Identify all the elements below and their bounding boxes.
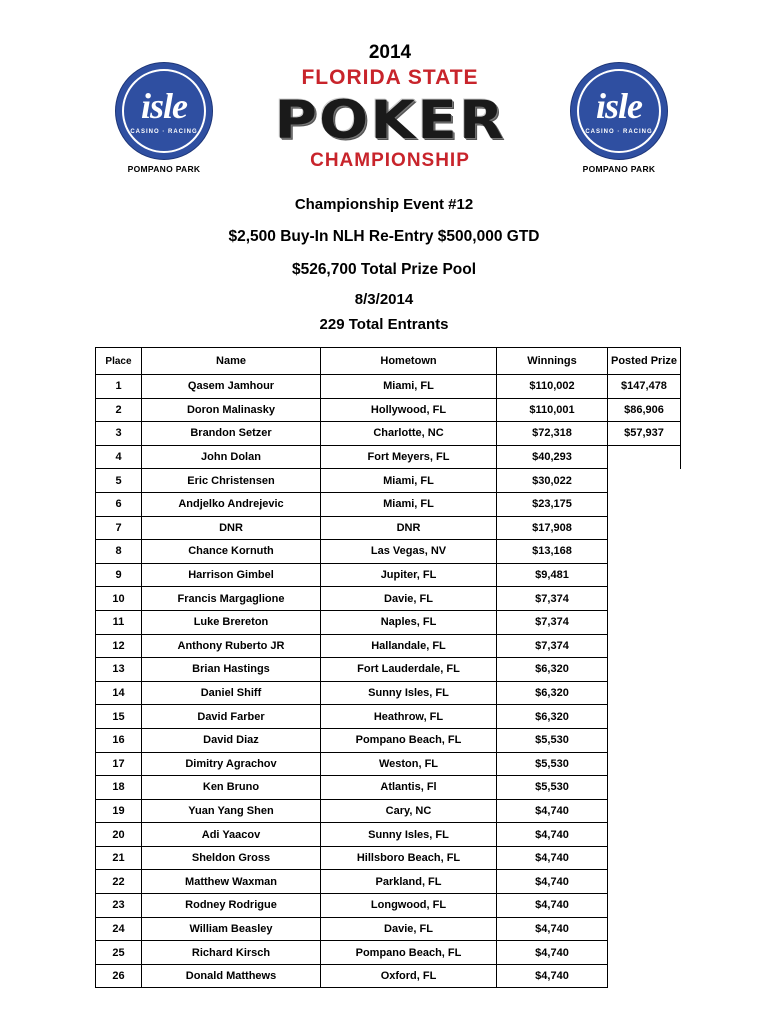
cell-posted-prize [608, 634, 681, 658]
table-row [96, 422, 681, 446]
isle-logo-left [115, 62, 213, 174]
cell-winnings: $5,530 [497, 776, 608, 800]
logo-brand-text: isle [596, 86, 642, 126]
cell-hometown: Oxford, FL [321, 964, 497, 988]
cell-winnings: $4,740 [497, 917, 608, 941]
cell-posted-prize [608, 846, 681, 870]
cell-hometown: Cary, NC [321, 799, 497, 823]
cell-winnings: $4,740 [497, 823, 608, 847]
cell-winnings: $7,374 [497, 610, 608, 634]
table-row [96, 375, 681, 399]
cell-posted-prize [608, 752, 681, 776]
cell-hometown: Naples, FL [321, 610, 497, 634]
cell-name: Ken Bruno [142, 776, 321, 800]
cell-place: 11 [96, 610, 142, 634]
title-championship: CHAMPIONSHIP [310, 150, 470, 171]
header-winnings: Winnings [497, 348, 608, 375]
cell-name: Harrison Gimbel [142, 563, 321, 587]
cell-posted-prize [608, 587, 681, 611]
cell-winnings: $17,908 [497, 516, 608, 540]
cell-hometown: Fort Meyers, FL [321, 445, 497, 469]
table-row [96, 894, 681, 918]
header-name: Name [142, 348, 321, 375]
cell-hometown: Jupiter, FL [321, 563, 497, 587]
cell-place: 5 [96, 469, 142, 493]
table-row [96, 728, 681, 752]
cell-name: David Diaz [142, 728, 321, 752]
cell-name: Luke Brereton [142, 610, 321, 634]
table-row [96, 469, 681, 493]
cell-place: 19 [96, 799, 142, 823]
cell-place: 21 [96, 846, 142, 870]
cell-winnings: $9,481 [497, 563, 608, 587]
cell-winnings: $23,175 [497, 492, 608, 516]
cell-hometown: Weston, FL [321, 752, 497, 776]
table-row [96, 681, 681, 705]
cell-place: 20 [96, 823, 142, 847]
cell-winnings: $6,320 [497, 658, 608, 682]
cell-place: 16 [96, 728, 142, 752]
event-date: 8/3/2014 [354, 291, 414, 308]
cell-hometown: Parkland, FL [321, 870, 497, 894]
cell-winnings: $5,530 [497, 752, 608, 776]
cell-winnings: $72,318 [497, 422, 608, 446]
cell-winnings: $5,530 [497, 728, 608, 752]
cell-winnings: $7,374 [497, 634, 608, 658]
cell-name: Francis Margaglione [142, 587, 321, 611]
cell-hometown: Miami, FL [321, 469, 497, 493]
table-row [96, 563, 681, 587]
cell-place: 7 [96, 516, 142, 540]
table-row [96, 610, 681, 634]
cell-posted-prize [608, 469, 681, 493]
header-hometown: Hometown [321, 348, 497, 375]
cell-name: Brandon Setzer [142, 422, 321, 446]
cell-hometown: Heathrow, FL [321, 705, 497, 729]
cell-place: 2 [96, 398, 142, 422]
cell-place: 17 [96, 752, 142, 776]
cell-name: Doron Malinasky [142, 398, 321, 422]
cell-name: Anthony Ruberto JR [142, 634, 321, 658]
cell-winnings: $4,740 [497, 964, 608, 988]
logo-caption: POMPANO PARK [127, 164, 201, 174]
cell-posted-prize [608, 894, 681, 918]
cell-hometown: Longwood, FL [321, 894, 497, 918]
cell-posted-prize: $86,906 [608, 398, 681, 422]
cell-posted-prize [608, 917, 681, 941]
cell-hometown: Atlantis, Fl [321, 776, 497, 800]
cell-place: 3 [96, 422, 142, 446]
cell-winnings: $6,320 [497, 681, 608, 705]
cell-hometown: Sunny Isles, FL [321, 681, 497, 705]
logo-caption: POMPANO PARK [582, 164, 656, 174]
cell-place: 6 [96, 492, 142, 516]
cell-hometown: Pompano Beach, FL [321, 728, 497, 752]
cell-posted-prize [608, 516, 681, 540]
isle-logo-right [570, 62, 668, 174]
cell-place: 13 [96, 658, 142, 682]
table-row [96, 870, 681, 894]
cell-name: Qasem Jamhour [142, 375, 321, 399]
cell-posted-prize [608, 870, 681, 894]
event-name: Championship Event #12 [294, 196, 474, 213]
cell-name: Adi Yaacov [142, 823, 321, 847]
table-row [96, 917, 681, 941]
logo-disc [570, 62, 668, 160]
cell-name: DNR [142, 516, 321, 540]
results-body [96, 375, 681, 988]
table-header-row [96, 348, 681, 375]
cell-posted-prize [608, 799, 681, 823]
table-row [96, 587, 681, 611]
cell-name: Matthew Waxman [142, 870, 321, 894]
cell-posted-prize [608, 728, 681, 752]
cell-place: 18 [96, 776, 142, 800]
cell-name: Chance Kornuth [142, 540, 321, 564]
cell-hometown: Hillsboro Beach, FL [321, 846, 497, 870]
cell-place: 9 [96, 563, 142, 587]
cell-place: 24 [96, 917, 142, 941]
cell-place: 12 [96, 634, 142, 658]
cell-winnings: $6,320 [497, 705, 608, 729]
cell-winnings: $4,740 [497, 870, 608, 894]
cell-hometown: Miami, FL [321, 492, 497, 516]
cell-posted-prize [608, 492, 681, 516]
cell-hometown: Fort Lauderdale, FL [321, 658, 497, 682]
cell-hometown: Hollywood, FL [321, 398, 497, 422]
table-row [96, 941, 681, 965]
cell-winnings: $7,374 [497, 587, 608, 611]
cell-posted-prize [608, 941, 681, 965]
cell-name: Donald Matthews [142, 964, 321, 988]
event-buyin: $2,500 Buy-In NLH Re-Entry $500,000 GTD [228, 228, 540, 245]
cell-name: Yuan Yang Shen [142, 799, 321, 823]
cell-posted-prize [608, 540, 681, 564]
cell-name: Andjelko Andrejevic [142, 492, 321, 516]
cell-hometown: Davie, FL [321, 587, 497, 611]
cell-hometown: Hallandale, FL [321, 634, 497, 658]
table-row [96, 823, 681, 847]
cell-posted-prize: $57,937 [608, 422, 681, 446]
cell-name: Brian Hastings [142, 658, 321, 682]
cell-name: Sheldon Gross [142, 846, 321, 870]
cell-winnings: $30,022 [497, 469, 608, 493]
cell-place: 25 [96, 941, 142, 965]
cell-place: 15 [96, 705, 142, 729]
cell-winnings: $4,740 [497, 941, 608, 965]
cell-place: 8 [96, 540, 142, 564]
cell-winnings: $40,293 [497, 445, 608, 469]
cell-posted-prize [608, 681, 681, 705]
title-poker: POKER [274, 89, 506, 151]
cell-winnings: $4,740 [497, 846, 608, 870]
cell-place: 4 [96, 445, 142, 469]
cell-posted-prize [608, 823, 681, 847]
cell-hometown: Sunny Isles, FL [321, 823, 497, 847]
table-row [96, 634, 681, 658]
table-row [96, 492, 681, 516]
cell-name: Dimitry Agrachov [142, 752, 321, 776]
cell-winnings: $110,001 [497, 398, 608, 422]
championship-title [245, 42, 535, 172]
logo-sub-text: CASINO · RACING [585, 129, 653, 135]
cell-posted-prize [608, 658, 681, 682]
cell-winnings: $4,740 [497, 799, 608, 823]
cell-name: David Farber [142, 705, 321, 729]
event-entrants: 229 Total Entrants [319, 316, 449, 333]
cell-hometown: Las Vegas, NV [321, 540, 497, 564]
table-row [96, 705, 681, 729]
cell-name: John Dolan [142, 445, 321, 469]
cell-posted-prize [608, 445, 681, 469]
table-row [96, 540, 681, 564]
cell-hometown: Davie, FL [321, 917, 497, 941]
table-row [96, 445, 681, 469]
cell-winnings: $4,740 [497, 894, 608, 918]
cell-posted-prize: $147,478 [608, 375, 681, 399]
cell-posted-prize [608, 563, 681, 587]
cell-winnings: $13,168 [497, 540, 608, 564]
cell-posted-prize [608, 705, 681, 729]
cell-hometown: DNR [321, 516, 497, 540]
table-row [96, 964, 681, 988]
cell-place: 22 [96, 870, 142, 894]
cell-place: 1 [96, 375, 142, 399]
header-posted-prize: Posted Prize [608, 348, 681, 375]
table-row [96, 799, 681, 823]
cell-name: Eric Christensen [142, 469, 321, 493]
table-row [96, 398, 681, 422]
cell-posted-prize [608, 610, 681, 634]
cell-name: Daniel Shiff [142, 681, 321, 705]
title-year: 2014 [368, 42, 412, 63]
cell-winnings: $110,002 [497, 375, 608, 399]
cell-place: 14 [96, 681, 142, 705]
cell-place: 23 [96, 894, 142, 918]
table-row [96, 752, 681, 776]
logo-brand-text: isle [141, 86, 187, 126]
table-row [96, 776, 681, 800]
cell-name: Rodney Rodrigue [142, 894, 321, 918]
cell-name: Richard Kirsch [142, 941, 321, 965]
logo-sub-text: CASINO · RACING [130, 129, 198, 135]
cell-hometown: Miami, FL [321, 375, 497, 399]
header-place: Place [96, 348, 142, 375]
cell-name: William Beasley [142, 917, 321, 941]
results-table [95, 347, 681, 988]
title-florida-state: FLORIDA STATE [301, 66, 479, 89]
event-prize-pool: $526,700 Total Prize Pool [291, 261, 477, 278]
cell-place: 26 [96, 964, 142, 988]
table-row [96, 846, 681, 870]
cell-posted-prize [608, 776, 681, 800]
cell-hometown: Pompano Beach, FL [321, 941, 497, 965]
cell-posted-prize [608, 964, 681, 988]
cell-place: 10 [96, 587, 142, 611]
table-row [96, 658, 681, 682]
logo-disc [115, 62, 213, 160]
table-row [96, 516, 681, 540]
cell-hometown: Charlotte, NC [321, 422, 497, 446]
